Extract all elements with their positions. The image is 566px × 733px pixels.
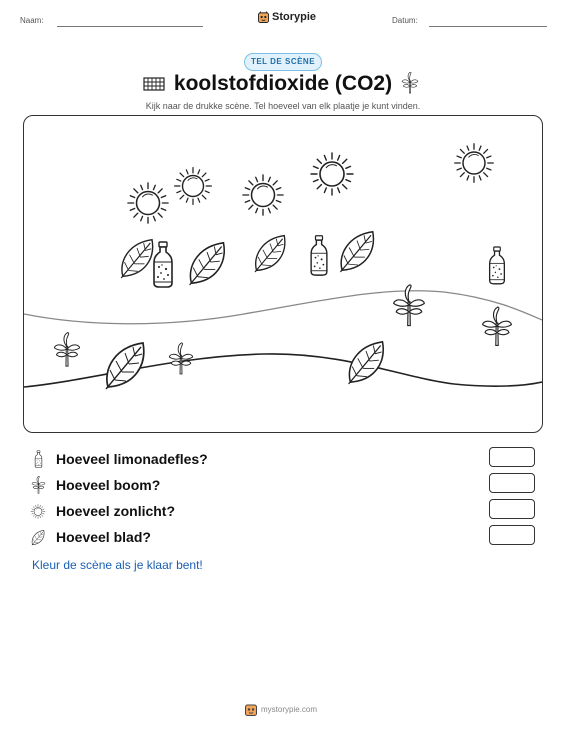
answer-box-bottle[interactable] bbox=[489, 447, 535, 467]
leaf-icon bbox=[190, 243, 225, 285]
sun-icon bbox=[175, 168, 212, 205]
sun-icon bbox=[30, 502, 46, 520]
hill-line-back bbox=[24, 291, 542, 324]
leaf-icon bbox=[255, 236, 285, 272]
date-field[interactable] bbox=[429, 26, 547, 27]
brand-name: Storypie bbox=[272, 11, 317, 23]
counting-scene bbox=[23, 115, 543, 433]
date-label: Datum: bbox=[392, 16, 418, 25]
name-label: Naam: bbox=[20, 16, 44, 25]
leaf-icon bbox=[340, 232, 373, 272]
name-field[interactable] bbox=[57, 26, 203, 27]
bottle-icon bbox=[490, 247, 505, 284]
question-label: Hoeveel boom? bbox=[56, 477, 161, 493]
question-sun bbox=[30, 500, 175, 522]
sapling-icon bbox=[401, 72, 419, 94]
sapling-icon bbox=[54, 333, 79, 367]
answer-box-sapling[interactable] bbox=[489, 473, 535, 493]
question-label: Hoeveel blad? bbox=[56, 529, 151, 545]
question-label: Hoeveel limonadefles? bbox=[56, 451, 208, 467]
sun-icon bbox=[243, 175, 283, 215]
storypie-icon bbox=[258, 11, 269, 23]
scene-badge: TEL DE SCÈNE bbox=[244, 53, 322, 71]
leaf-icon bbox=[121, 240, 152, 278]
sun-icon bbox=[311, 153, 353, 195]
page-title: koolstofdioxide (CO2) bbox=[173, 72, 393, 95]
brand-logo bbox=[258, 11, 316, 23]
hill-line-front bbox=[24, 354, 542, 387]
question-bottle bbox=[30, 448, 208, 470]
grid-icon bbox=[143, 76, 165, 92]
bottle-icon bbox=[30, 450, 46, 468]
sapling-icon bbox=[169, 343, 192, 374]
scene-drawing bbox=[24, 116, 542, 432]
coloring-prompt: Kleur de scène als je klaar bent! bbox=[32, 558, 203, 572]
instructions: Kijk naar de drukke scène. Tel hoeveel van elk plaatje je kunt vinden. bbox=[145, 101, 421, 111]
leaf-icon bbox=[106, 343, 144, 389]
sun-icon bbox=[455, 144, 494, 183]
storypie-icon bbox=[245, 703, 257, 716]
answer-box-leaf[interactable] bbox=[489, 525, 535, 545]
sun-icon bbox=[128, 183, 168, 223]
leaf-icon bbox=[30, 528, 46, 546]
leaf-icon bbox=[349, 342, 384, 384]
bottle-icon bbox=[154, 242, 172, 287]
question-sapling bbox=[30, 474, 160, 496]
question-leaf bbox=[30, 526, 151, 548]
question-label: Hoeveel zonlicht? bbox=[56, 503, 176, 519]
footer bbox=[245, 703, 317, 716]
answer-box-sun[interactable] bbox=[489, 499, 535, 519]
sapling-icon bbox=[30, 476, 46, 494]
bottle-icon bbox=[311, 236, 327, 275]
sapling-icon bbox=[483, 307, 512, 345]
footer-url[interactable]: mystorypie.com bbox=[261, 705, 318, 714]
